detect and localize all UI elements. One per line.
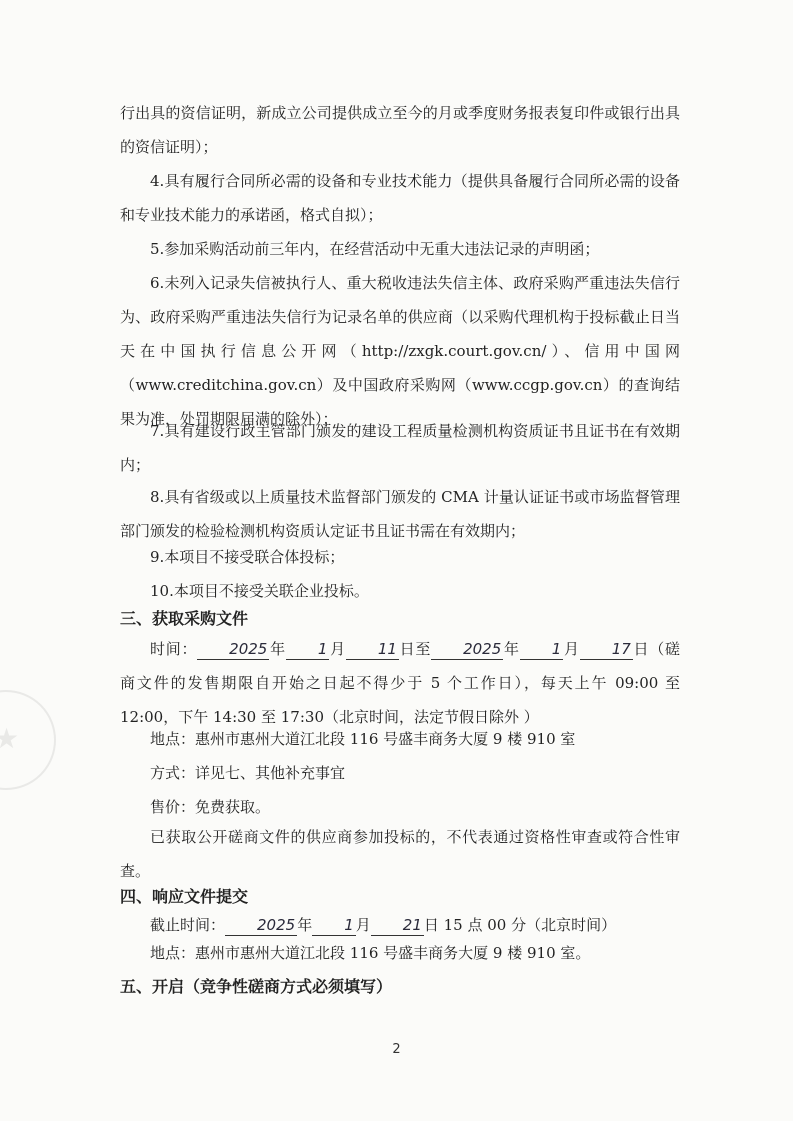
paragraph-item-9: 9.本项目不接受联合体投标； (150, 548, 345, 566)
paragraph-item-7: 7.具有建设行政主管部门颁发的建设工程质量检测机构资质证书且证书在有效期内； (120, 422, 680, 474)
section-3-note: 已获取公开磋商文件的供应商参加投标的，不代表通过资格性审查或符合性审查。 (120, 828, 680, 880)
month-char: 月 (563, 640, 580, 658)
section-3-price: 售价：免费获取。 (150, 798, 271, 816)
section-3-location: 地点：惠州市惠州大道江北段 116 号盛丰商务大厦 9 楼 910 室 (150, 730, 576, 748)
section-3-time (120, 632, 680, 734)
month-char: 月 (329, 640, 346, 658)
month-char: 月 (355, 916, 371, 934)
time-label: 时间： (150, 640, 198, 658)
year-char: 年 (503, 640, 520, 658)
year-char: 年 (297, 916, 313, 934)
deadline-rest-text: 日 15 点 00 分（北京时间） (423, 916, 617, 934)
handwritten-deadline-year: 2025 (225, 915, 297, 936)
handwritten-deadline-day: 21 (371, 915, 424, 936)
paragraph-item-6: 6.未列入记录失信被执行人、重大税收违法失信主体、政府采购严重违法失信行为、政府采购严重违法失信行为记录名单的供应商（以采购代理机构于投标截止日当天在中国执行信息公开网（http://zxgk.court.gov.cn/）、信用中国网（www.creditchina.gov.cn）及中国政府采购网（www.ccgp.gov.cn）的查询结果为准，处罚期限届满的除外）； (120, 274, 680, 428)
year-char: 年 (269, 640, 286, 658)
section-4-location: 地点：惠州市惠州大道江北段 116 号盛丰商务大厦 9 楼 910 室。 (150, 944, 591, 962)
paragraph-item-5: 5.参加采购活动前三年内，在经营活动中无重大违法记录的声明函； (150, 240, 600, 258)
handwritten-deadline-month: 1 (312, 915, 356, 936)
day-to-text: 日至 (398, 640, 432, 658)
section-4-heading: 四、响应文件提交 (120, 887, 249, 906)
handwritten-end-month: 1 (520, 639, 564, 660)
handwritten-start-year: 2025 (197, 639, 269, 660)
faded-seal-stamp (0, 690, 56, 790)
paragraph-item-10: 10.本项目不接受关联企业投标。 (150, 582, 369, 600)
handwritten-end-day: 17 (580, 639, 633, 660)
section-5-heading: 五、开启（竞争性磋商方式必须填写） (120, 977, 393, 996)
paragraph-item-4: 4.具有履行合同所必需的设备和专业技术能力（提供具备履行合同所必需的设备和专业技术能力的承诺函，格式自拟）； (120, 172, 680, 224)
paragraph-financial-proof: 行出具的资信证明，新成立公司提供成立至今的月或季度财务报表复印件或银行出具的资信证明）； (120, 104, 680, 156)
handwritten-end-year: 2025 (431, 639, 503, 660)
section-3-method: 方式：详见七、其他补充事宜 (150, 764, 346, 782)
time-rest-text: 日（磋商文件的发售期限自开始之日起不得少于 5 个工作日），每天上午 09:00 至 12:00，下午 14:30 至 17:30（北京时间，法定节假日除外 ） (120, 640, 680, 726)
deadline-label: 截止时间： (150, 916, 226, 934)
handwritten-start-day: 11 (346, 639, 399, 660)
handwritten-start-month: 1 (286, 639, 330, 660)
section-3-heading: 三、获取采购文件 (120, 609, 249, 628)
paragraph-item-8: 8.具有省级或以上质量技术监督部门颁发的 CMA 计量认证证书或市场监督管理部门颁发的检验检测机构资质认定证书且证书需在有效期内； (120, 488, 680, 540)
page-number: 2 (392, 1042, 401, 1057)
